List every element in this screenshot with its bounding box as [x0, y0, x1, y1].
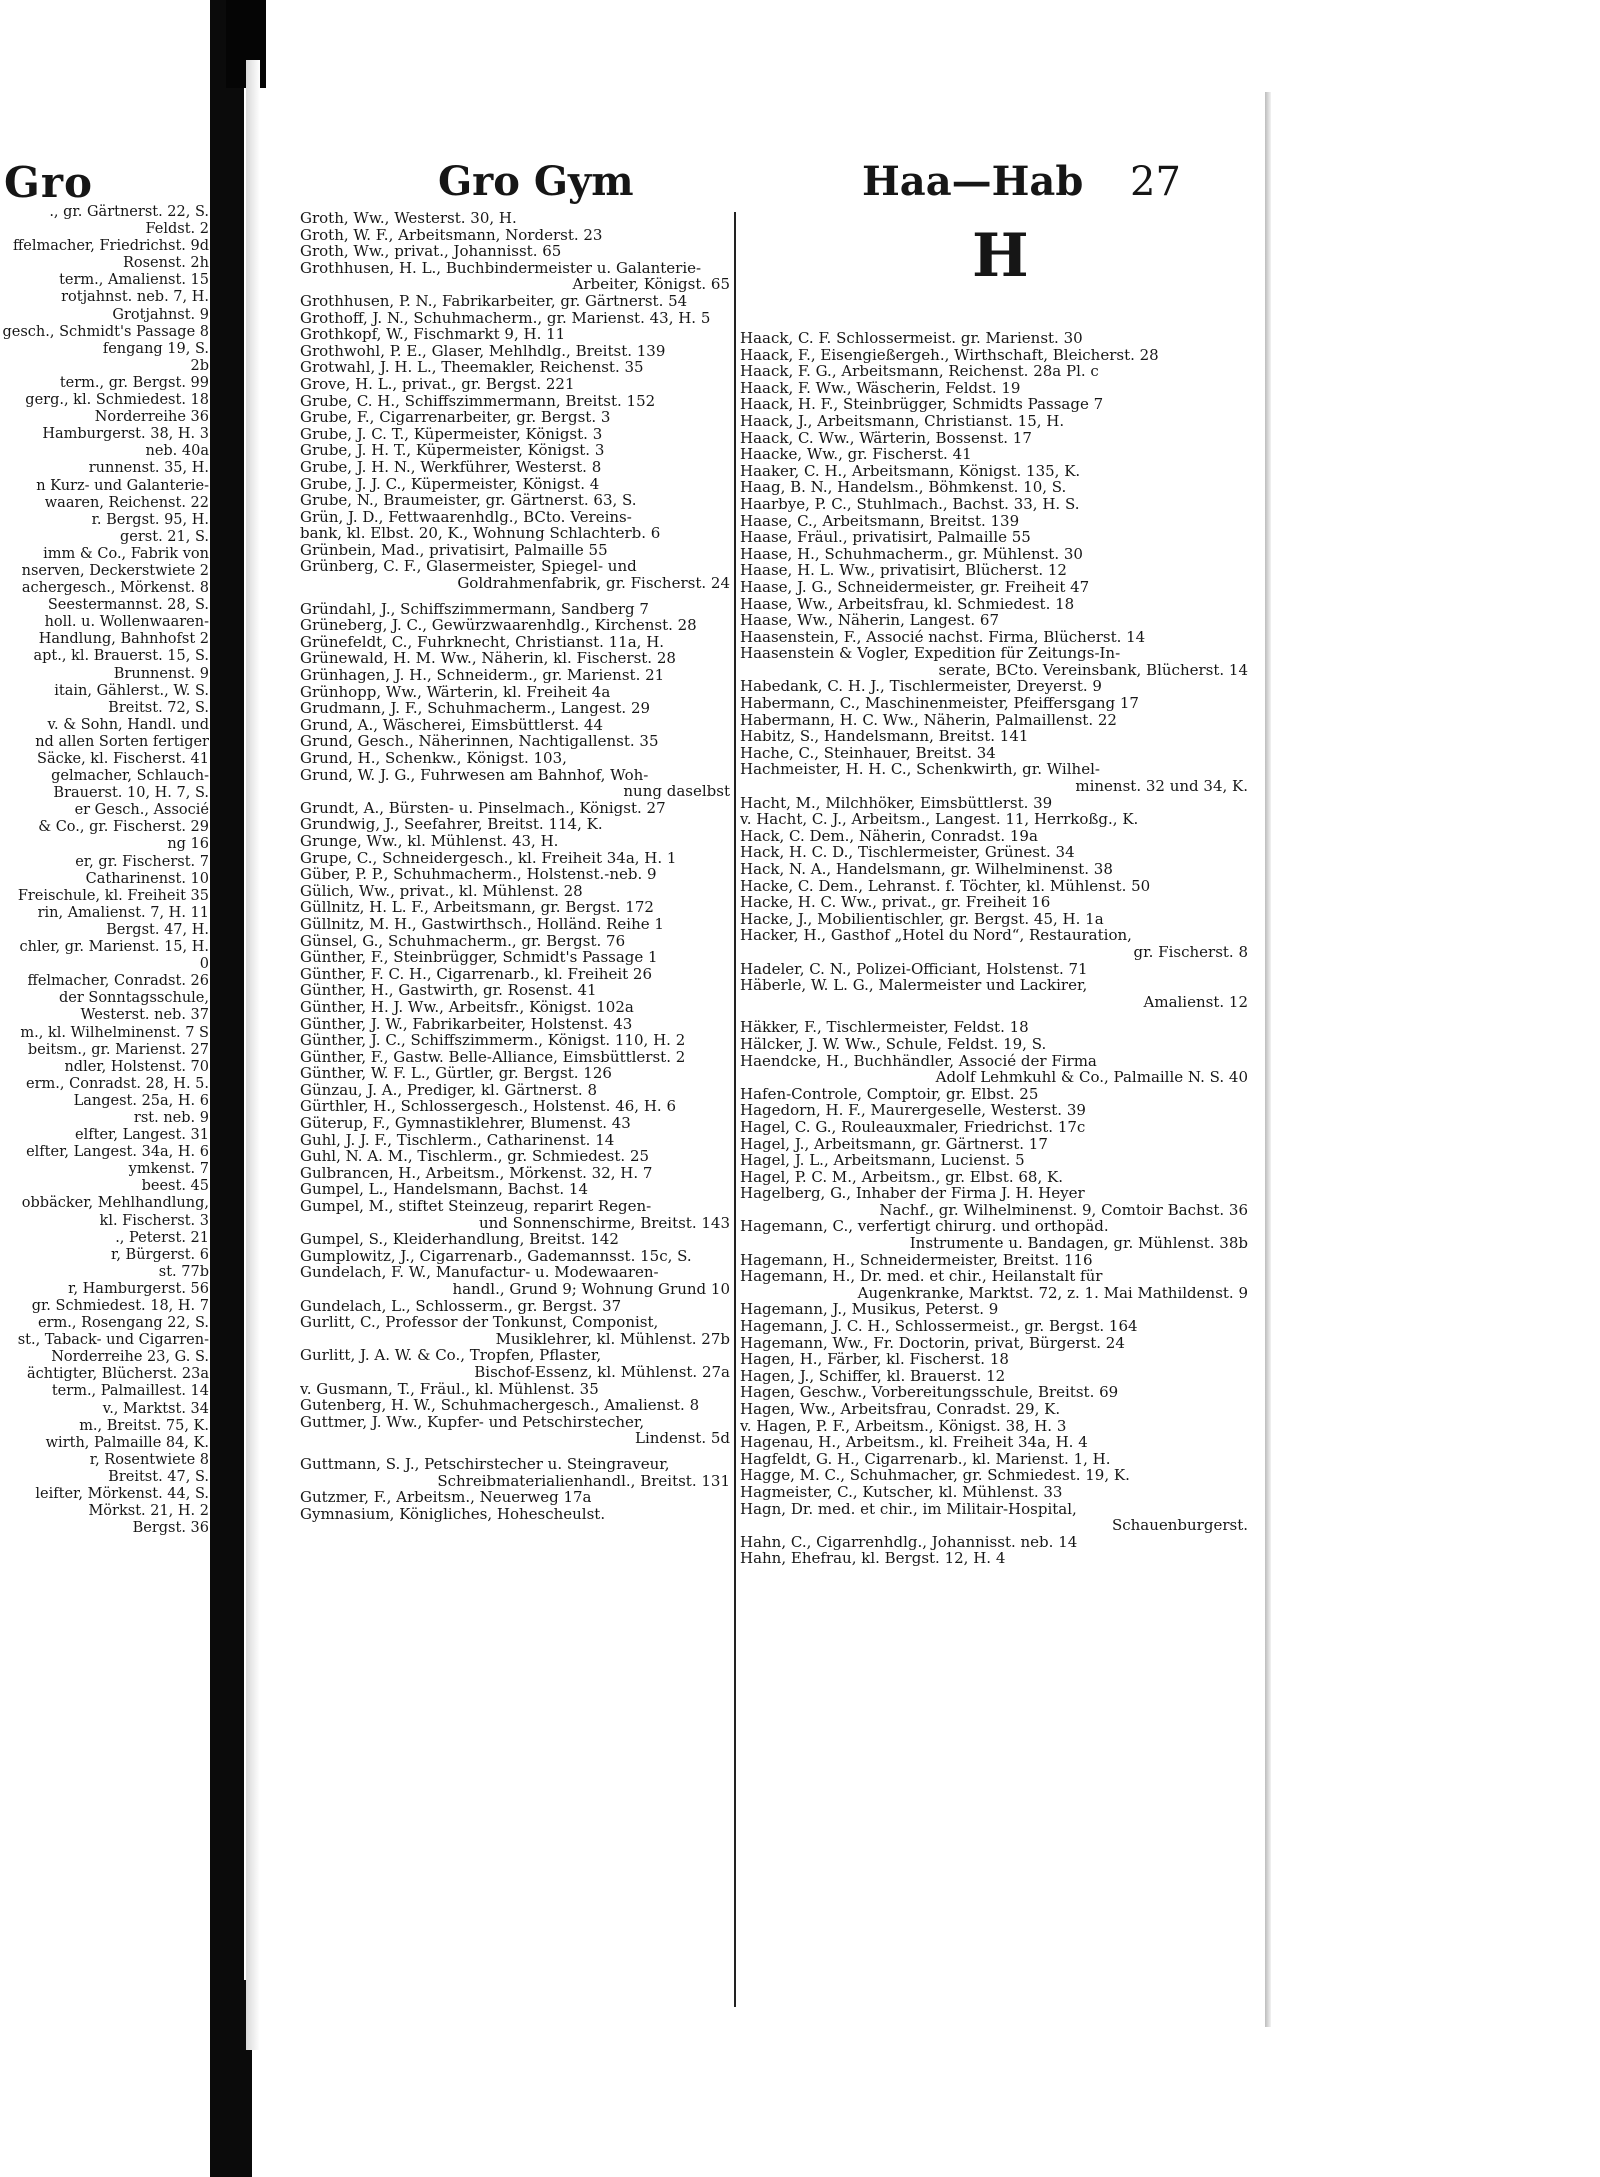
directory-entry: Guttmann, S. J., Petschirstecher u. Steingraveur,	[300, 1455, 670, 1473]
previous-page-entry: rin, Amalienst. 7, H. 11	[37, 904, 209, 921]
directory-entry-continuation: Musiklehrer, kl. Mühlenst. 27b	[495, 1330, 730, 1348]
directory-entry: Haack, F., Eisengießergeh., Wirthschaft, Bleicherst. 28	[740, 346, 1159, 364]
previous-page-entry: Breitst. 47, S.	[108, 1468, 209, 1485]
directory-entry: Grothhusen, P. N., Fabrikarbeiter, gr. Gärtnerst. 54	[300, 292, 688, 310]
previous-page-entry: r, Bürgerst. 6	[111, 1246, 209, 1263]
page-fold-edge	[246, 60, 260, 2050]
directory-entry: Grundt, A., Bürsten- u. Pinselmach., Königst. 27	[300, 799, 666, 817]
directory-entry: Hacker, H., Gasthof „Hotel du Nord“, Restauration,	[740, 927, 1132, 944]
directory-entry: Haack, H. F., Steinbrügger, Schmidts Passage 7	[740, 396, 1104, 413]
previous-page-entry: ächtigter, Blücherst. 23a	[26, 1366, 209, 1383]
previous-page-entry: runnenst. 35, H.	[88, 460, 209, 477]
directory-entry: Groth, W. F., Arbeitsmann, Norderst. 23	[300, 226, 603, 244]
previous-page-entry: m., kl. Wilhelminenst. 7 S	[20, 1024, 209, 1041]
column-header-left: Gro Gym	[438, 158, 634, 205]
directory-entry: Grotwahl, J. H. L., Theemakler, Reichenst. 35	[300, 359, 644, 376]
directory-entry: Hagemann, Ww., Fr. Doctorin, privat, Bürgerst. 24	[740, 1334, 1125, 1352]
directory-entry: Hagemann, J., Musikus, Peterst. 9	[740, 1301, 999, 1319]
directory-entry: Haack, F. G., Arbeitsmann, Reichenst. 28a Pl. c	[740, 363, 1099, 380]
previous-page-entry: ffelmacher, Friedrichst. 9d	[12, 238, 209, 255]
column-header-right: Haa—Hab	[862, 158, 1084, 205]
directory-entry: Grothwohl, P. E., Glaser, Mehlhdlg., Breitst. 139	[300, 342, 666, 360]
previous-page-entry: Handlung, Bahnhofst 2	[38, 631, 209, 648]
directory-entry: Grünefeldt, C., Fuhrknecht, Christianst. 11a, H.	[300, 633, 665, 651]
directory-entry: Hacht, M., Milchhöker, Eimsbüttlerst. 39	[740, 794, 1053, 812]
directory-entry: Haarbye, P. C., Stuhlmach., Bachst. 33, H. S.	[740, 495, 1080, 513]
directory-entry: Haase, Ww., Näherin, Langest. 67	[740, 612, 1000, 629]
previous-page-entry: ymkenst. 7	[128, 1161, 209, 1178]
directory-entry: Grove, H. L., privat., gr. Bergst. 221	[300, 375, 575, 393]
directory-entry: Hagemann, J. C. H., Schlossermeist., gr. Bergst. 164	[740, 1318, 1138, 1335]
directory-entry: Güterup, F., Gymnastiklehrer, Blumenst. 43	[300, 1115, 631, 1132]
previous-page-entry: Bergst. 47, H.	[106, 921, 209, 938]
directory-entry: Grund, W. J. G., Fuhrwesen am Bahnhof, Woh-	[300, 766, 649, 784]
directory-entry: Grube, J. H. N., Werkführer, Westerst. 8	[300, 458, 602, 476]
previous-page-entry: Feldst. 2	[145, 221, 209, 238]
entry-spacer	[740, 1010, 1250, 1019]
directory-entry: Hagedorn, H. F., Maurergeselle, Westerst. 39	[740, 1102, 1086, 1119]
directory-entry-continuation: Lindenst. 5d	[635, 1430, 730, 1447]
previous-page-entry: gerg., kl. Schmiedest. 18	[25, 392, 209, 409]
directory-entry: Hacke, J., Mobilientischler, gr. Bergst. 45, H. 1a	[740, 910, 1104, 928]
directory-entry-continuation: Augenkranke, Marktst. 72, z. 1. Mai Mathildenst. 9	[857, 1284, 1248, 1302]
directory-entry: Grün, J. D., Fettwaarenhdlg., BCto. Vereins-	[300, 508, 632, 526]
previous-page-entry: gerst. 21, S.	[120, 528, 209, 545]
directory-entry: Grund, Gesch., Näherinnen, Nachtigallenst. 35	[300, 733, 659, 750]
directory-entry: Hack, H. C. D., Tischlermeister, Grünest. 34	[740, 844, 1075, 861]
previous-page-entry: erm., Rosengang 22, S.	[38, 1315, 209, 1332]
directory-entry: Gundelach, L., Schlosserm., gr. Bergst. 37	[300, 1297, 622, 1315]
directory-entry: Haack, F. Ww., Wäscherin, Feldst. 19	[740, 379, 1021, 397]
directory-entry: Güllnitz, H. L. F., Arbeitsmann, gr. Bergst. 172	[300, 899, 654, 916]
page-right-edge	[1265, 92, 1271, 2027]
previous-page-entry: ., gr. Gärtnerst. 22, S.	[49, 204, 209, 220]
directory-entry: Grube, N., Braumeister, gr. Gärtnerst. 63, S.	[300, 492, 637, 509]
directory-entry: Groth, Ww., privat., Johannisst. 65	[300, 243, 562, 260]
directory-entry-continuation: und Sonnenschirme, Breitst. 143	[478, 1214, 730, 1232]
directory-entry: Hagelberg, G., Inhaber der Firma J. H. Heyer	[740, 1185, 1085, 1202]
previous-page-entry: kl. Fischerst. 3	[99, 1212, 209, 1229]
directory-entry: Gründahl, J., Schiffszimmermann, Sandberg 7	[300, 600, 649, 618]
directory-entry: Grüneberg, J. C., Gewürzwaarenhdlg., Kirchenst. 28	[300, 617, 697, 634]
previous-page-entry: term., Palmaillest. 14	[51, 1383, 209, 1400]
previous-page-entry: imm & Co., Fabrik von	[43, 545, 209, 562]
directory-entry: Hagel, J. L., Arbeitsmann, Lucienst. 5	[740, 1152, 1025, 1169]
directory-entry: Grothkopf, W., Fischmarkt 9, H. 11	[300, 326, 566, 343]
directory-entry-continuation: Goldrahmenfabrik, gr. Fischerst. 24	[457, 575, 730, 592]
directory-entry: v. Hacht, C. J., Arbeitsm., Langest. 11, Herrkoßg., K.	[740, 811, 1139, 828]
previous-page-entry: Seestermannst. 28, S.	[47, 597, 209, 614]
directory-entry: Grund, A., Wäscherei, Eimsbüttlerst. 44	[300, 716, 604, 734]
directory-entry: Haase, C., Arbeitsmann, Breitst. 139	[740, 512, 1020, 530]
directory-entry: Haack, C. F. Schlossermeist. gr. Marienst. 30	[740, 330, 1083, 347]
directory-entry: Guhl, J. J. F., Tischlerm., Catharinenst. 14	[300, 1131, 615, 1149]
previous-page-entry: elfter, Langest. 34a, H. 6	[26, 1144, 209, 1161]
directory-entry: Hagen, J., Schiffer, kl. Brauerst. 12	[740, 1367, 1006, 1385]
directory-entry: v. Hagen, P. F., Arbeitsm., Königst. 38, H. 3	[740, 1417, 1067, 1435]
previous-page-entry: Breitst. 72, S.	[108, 699, 209, 716]
previous-page-entry: beest. 45	[141, 1178, 209, 1195]
previous-page-entry: r, Rosentwiete 8	[89, 1451, 209, 1468]
previous-page-entry: elfter, Langest. 31	[75, 1127, 209, 1144]
previous-page-entry: itain, Gählerst., W. S.	[54, 682, 209, 699]
directory-entry: Gürthler, H., Schlossergesch., Holstenst. 46, H. 6	[300, 1098, 676, 1116]
directory-entry: Günsel, G., Schuhmacherm., gr. Bergst. 76	[300, 932, 626, 950]
previous-page-entry: Hamburgerst. 38, H. 3	[42, 426, 209, 443]
directory-entry: Günther, J. W., Fabrikarbeiter, Holstenst. 43	[300, 1015, 633, 1033]
previous-page-entry: neb. 40a	[145, 443, 209, 460]
directory-entry: Hafen-Controle, Comptoir, gr. Elbst. 25	[740, 1085, 1039, 1103]
previous-page-entry: 0	[199, 956, 209, 973]
previous-page-entry: apt., kl. Brauerst. 15, S.	[33, 648, 209, 665]
directory-entry: Gutenberg, H. W., Schuhmachergesch., Amalienst. 8	[300, 1397, 700, 1414]
directory-entry: Hadeler, C. N., Polizei-Officiant, Holstenst. 71	[740, 960, 1088, 978]
column-divider	[734, 212, 736, 2007]
directory-entry: Hagen, Geschw., Vorbereitungsschule, Breitst. 69	[740, 1384, 1119, 1401]
directory-entry: Habitz, S., Handelsmann, Breitst. 141	[740, 728, 1029, 745]
previous-page-entry: Brauerst. 10, H. 7, S.	[53, 785, 209, 802]
directory-entry: Gulbrancen, H., Arbeitsm., Mörkenst. 32, H. 7	[300, 1164, 653, 1182]
directory-entry: Gülich, Ww., privat., kl. Mühlenst. 28	[300, 882, 583, 900]
directory-entry: Günther, W. F. L., Gürtler, gr. Bergst. 126	[300, 1065, 612, 1082]
directory-entry: Haase, J. G., Schneidermeister, gr. Freiheit 47	[740, 578, 1090, 596]
directory-entry: Hache, C., Steinhauer, Breitst. 34	[740, 744, 996, 762]
directory-entry: Gurlitt, J. A. W. & Co., Tropfen, Pflaster,	[300, 1347, 602, 1364]
previous-page-entry: holl. u. Wollenwaaren-	[44, 614, 209, 631]
previous-page-entry: leifter, Mörkenst. 44, S.	[35, 1486, 209, 1503]
directory-entry: Hack, C. Dem., Näherin, Conradst. 19a	[740, 827, 1038, 845]
previous-page-entry: Norderreihe 36	[94, 409, 209, 426]
directory-entry: Habedank, C. H. J., Tischlermeister, Dreyerst. 9	[740, 678, 1102, 696]
section-letter: H	[972, 221, 1029, 291]
directory-entry-continuation: Schreibmaterialienhandl., Breitst. 131	[437, 1472, 730, 1490]
previous-page-entry: 2b	[190, 357, 209, 374]
directory-entry: Hachmeister, H. H. C., Schenkwirth, gr. Wilhel-	[740, 761, 1100, 779]
previous-page-entry: nserven, Deckerstwiete 2	[21, 562, 209, 579]
directory-entry: Hagel, C. G., Rouleauxmaler, Friedrichst. 17c	[740, 1118, 1086, 1136]
directory-entry: Hagemann, H., Schneidermeister, Breitst. 116	[740, 1251, 1093, 1269]
entries-column-gro-gym	[300, 210, 732, 1522]
previous-page-entry: waaren, Reichenst. 22	[44, 494, 209, 511]
directory-entry: Häberle, W. L. G., Malermeister und Lackirer,	[740, 977, 1088, 994]
directory-entry: Güber, P. P., Schuhmacherm., Holstenst.-neb. 9	[300, 866, 657, 883]
directory-entry: Hagemann, H., Dr. med. et chir., Heilanstalt für	[740, 1268, 1103, 1285]
directory-entry: Guhl, N. A. M., Tischlerm., gr. Schmiedest. 25	[300, 1148, 650, 1165]
directory-entry: Hack, N. A., Handelsmann, gr. Wilhelminenst. 38	[740, 861, 1113, 878]
directory-entry: Haase, Fräul., privatisirt, Palmaille 55	[740, 529, 1031, 546]
directory-entry: Hahn, Ehefrau, kl. Bergst. 12, H. 4	[740, 1550, 1006, 1567]
directory-entry-continuation: Adolf Lehmkuhl & Co., Palmaille N. S. 40	[935, 1069, 1248, 1086]
previous-page-entry: Norderreihe 23, G. S.	[51, 1349, 209, 1366]
previous-page-entry: rotjahnst. neb. 7, H.	[61, 289, 209, 306]
directory-entry: Haaker, C. H., Arbeitsmann, Königst. 135, K.	[740, 462, 1081, 480]
directory-entry-continuation: Instrumente u. Bandagen, gr. Mühlenst. 38b	[909, 1235, 1248, 1252]
previous-page-entry: Rosenst. 2h	[122, 255, 209, 272]
directory-entry: Grothoff, J. N., Schuhmacherm., gr. Marienst. 43, H. 5	[300, 309, 711, 327]
directory-entry: Hagenau, H., Arbeitsm., kl. Freiheit 34a, H. 4	[740, 1434, 1088, 1451]
directory-entry: Hagge, M. C., Schuhmacher, gr. Schmiedest. 19, K.	[740, 1467, 1130, 1484]
directory-page	[262, 92, 1274, 2027]
previous-page-entry: Freischule, kl. Freiheit 35	[17, 887, 209, 904]
directory-entry-continuation: handl., Grund 9; Wohnung Grund 10	[452, 1281, 730, 1298]
previous-page-entry: ng 16	[167, 836, 209, 853]
binding-shadow	[210, 0, 244, 2177]
previous-page-entry: v., Marktst. 34	[102, 1400, 209, 1417]
directory-entry: Günther, F., Gastw. Belle-Alliance, Eimsbüttlerst. 2	[300, 1048, 686, 1066]
previous-page-entry: der Sonntagsschule,	[58, 990, 209, 1007]
directory-entry-continuation: Nachf., gr. Wilhelminenst. 9, Comtoir Bachst. 36	[879, 1201, 1248, 1219]
previous-page-entry: obbäcker, Mehlhandlung,	[21, 1195, 209, 1212]
previous-page-entry: er, gr. Fischerst. 7	[75, 853, 209, 870]
previous-page-entry: m., Breitst. 75, K.	[79, 1417, 209, 1434]
previous-page-entry: & Co., gr. Fischerst. 29	[38, 819, 209, 836]
directory-entry: Hahn, C., Cigarrenhdlg., Johannisst. neb. 14	[740, 1533, 1078, 1551]
previous-page-entry: term., Amalienst. 15	[59, 272, 209, 289]
directory-entry: Haasenstein & Vogler, Expedition für Zeitungs-In-	[740, 645, 1121, 662]
previous-page-entry: Mörkst. 21, H. 2	[88, 1503, 209, 1520]
previous-page-entry: Brunnenst. 9	[113, 665, 209, 682]
directory-entry: Haack, J., Arbeitsmann, Christianst. 15, H.	[740, 412, 1065, 430]
directory-entry: Grube, C. H., Schiffszimmermann, Breitst. 152	[300, 392, 656, 410]
directory-entry-continuation: minenst. 32 und 34, K.	[1075, 778, 1248, 795]
previous-page-entry: ., Peterst. 21	[115, 1229, 209, 1246]
directory-entry: Grupe, C., Schneidergesch., kl. Freiheit 34a, H. 1	[300, 849, 677, 867]
directory-entry: Hagen, H., Färber, kl. Fischerst. 18	[740, 1351, 1009, 1368]
previous-page-entry: r. Bergst. 95, H.	[91, 511, 209, 528]
directory-entry: Hagfeldt, G. H., Cigarrenarb., kl. Marienst. 1, H.	[740, 1450, 1111, 1468]
directory-entry: Günther, J. C., Schiffszimmerm., Königst. 110, H. 2	[300, 1032, 686, 1049]
previous-page-entry: chler, gr. Marienst. 15, H.	[19, 939, 209, 956]
previous-page-entry: Grotjahnst. 9	[112, 306, 209, 323]
directory-entry: Grube, J. C. T., Küpermeister, Königst. 3	[300, 425, 603, 443]
previous-page-entry: Westerst. neb. 37	[80, 1007, 209, 1024]
directory-entry: Güllnitz, M. H., Gastwirthsch., Holländ. Reihe 1	[300, 915, 664, 933]
directory-entry: Haase, Ww., Arbeitsfrau, kl. Schmiedest. 18	[740, 595, 1075, 613]
directory-entry: Gumplowitz, J., Cigarrenarb., Gademannsst. 15c, S.	[300, 1247, 692, 1265]
previous-page-entry: er Gesch., Associé	[74, 802, 209, 819]
directory-entry: Haase, H. L. Ww., privatisirt, Blücherst. 12	[740, 562, 1067, 579]
directory-entry: bank, kl. Elbst. 20, K., Wohnung Schlachterb. 6	[300, 525, 661, 542]
previous-page-entry: st., Taback- und Cigarren-	[17, 1332, 209, 1349]
previous-page-entry: term., gr. Bergst. 99	[59, 374, 209, 391]
directory-entry: Haase, H., Schuhmacherm., gr. Mühlenst. 30	[740, 545, 1083, 563]
directory-entry: Grünhagen, J. H., Schneiderm., gr. Marienst. 21	[300, 667, 665, 684]
entry-spacer	[300, 592, 732, 601]
directory-entry: Grund, H., Schenkw., Königst. 103,	[300, 750, 567, 767]
previous-page-entry: beitsm., gr. Marienst. 27	[27, 1041, 209, 1058]
directory-entry-continuation: Amalienst. 12	[1143, 993, 1248, 1011]
directory-entry: Häkker, F., Tischlermeister, Feldst. 18	[740, 1019, 1029, 1036]
directory-entry: Haasenstein, F., Associé nachst. Firma, Blücherst. 14	[740, 628, 1146, 646]
directory-entry: Guttmer, J. Ww., Kupfer- und Petschirstecher,	[300, 1413, 645, 1431]
previous-page-entry: nd allen Sorten fertiger	[35, 733, 209, 750]
directory-entry: Günther, F. C. H., Cigarrenarb., kl. Freiheit 26	[300, 965, 653, 983]
directory-entry: Grünewald, H. M. Ww., Näherin, kl. Fischerst. 28	[300, 650, 676, 668]
directory-entry: Grudmann, J. F., Schuhmacherm., Langest. 29	[300, 700, 651, 717]
directory-entry: Hacke, H. C. Ww., privat., gr. Freiheit 16	[740, 894, 1051, 911]
previous-page-entry: wirth, Palmaille 84, K.	[45, 1434, 209, 1451]
directory-entry: Grünbein, Mad., privatisirt, Palmaille 55	[300, 541, 608, 559]
directory-entry-continuation: nung daselbst	[623, 783, 730, 800]
directory-entry: Gumpel, L., Handelsmann, Bachst. 14	[300, 1181, 589, 1199]
directory-entry: Habermann, C., Maschinenmeister, Pfeiffersgang 17	[740, 695, 1139, 712]
page-number: 27	[1130, 159, 1181, 205]
directory-entry: Hacke, C. Dem., Lehranst. f. Töchter, kl. Mühlenst. 50	[740, 877, 1151, 895]
directory-entry: Gurlitt, C., Professor der Tonkunst, Componist,	[300, 1314, 659, 1331]
previous-page-header: Gro	[4, 158, 94, 207]
directory-entry: Hagmeister, C., Kutscher, kl. Mühlenst. 33	[740, 1483, 1063, 1501]
previous-page-entry: rst. neb. 9	[133, 1109, 209, 1126]
directory-entry: Grube, F., Cigarrenarbeiter, gr. Bergst. 3	[300, 409, 611, 426]
previous-page-entry: achergesch., Mörkenst. 8	[21, 580, 209, 597]
previous-page-entry: gr. Schmiedest. 18, H. 7	[31, 1298, 209, 1314]
directory-entry: Gundelach, F. W., Manufactur- u. Modewaaren-	[300, 1264, 659, 1281]
previous-page-entry: Catharinenst. 10	[85, 870, 209, 887]
directory-entry: Grundwig, J., Seefahrer, Breitst. 114, K.	[300, 816, 603, 833]
directory-entry-continuation: Schauenburgerst.	[1111, 1517, 1248, 1534]
directory-entry: v. Gusmann, T., Fräul., kl. Mühlenst. 35	[300, 1380, 599, 1398]
directory-entry: Hagel, J., Arbeitsmann, gr. Gärtnerst. 17	[740, 1135, 1048, 1153]
directory-entry: Grube, J. J. C., Küpermeister, Königst. 4	[300, 475, 600, 493]
previous-page-entry: Langest. 25a, H. 6	[73, 1092, 209, 1109]
directory-entry: Grunge, Ww., kl. Mühlenst. 43, H.	[300, 832, 559, 850]
previous-page-entry: st. 77b	[158, 1263, 209, 1280]
previous-page-entry: gelmacher, Schlauch-	[51, 768, 209, 785]
directory-entry: Groth, Ww., Westerst. 30, H.	[300, 210, 517, 227]
previous-page-entry: n Kurz- und Galanterie-	[36, 477, 209, 494]
directory-entry-continuation: serate, BCto. Vereinsbank, Blücherst. 14	[938, 661, 1248, 679]
directory-entry: Haack, C. Ww., Wärterin, Bossenst. 17	[740, 429, 1032, 447]
directory-entry: Hälcker, J. W. Ww., Schule, Feldst. 19, S.	[740, 1035, 1047, 1053]
directory-entry: Haag, B. N., Handelsm., Böhmkenst. 10, S.	[740, 479, 1067, 496]
previous-page-entry: Säcke, kl. Fischerst. 41	[37, 751, 209, 767]
entry-spacer	[300, 1447, 732, 1456]
previous-page-entry: ffelmacher, Conradst. 26	[27, 973, 209, 990]
directory-entry: Hagen, Ww., Arbeitsfrau, Conradst. 29, K.	[740, 1401, 1061, 1418]
directory-entry: Hagel, P. C. M., Arbeitsm., gr. Elbst. 68, K.	[740, 1168, 1063, 1186]
directory-entry: Gumpel, S., Kleiderhandlung, Breitst. 142	[300, 1231, 619, 1248]
directory-entry-continuation: Arbeiter, Königst. 65	[572, 276, 730, 293]
entries-column-haa-hab	[740, 330, 1250, 1567]
previous-page-entry: Bergst. 36	[132, 1520, 209, 1537]
directory-entry: Grünberg, C. F., Glasermeister, Spiegel- und	[300, 558, 637, 576]
previous-page-entry: erm., Conradst. 28, H. 5.	[26, 1075, 209, 1092]
directory-entry: Günther, F., Steinbrügger, Schmidt's Passage 1	[300, 949, 658, 966]
previous-page-entry: gesch., Schmidt's Passage 8	[2, 323, 209, 340]
directory-entry-continuation: Bischof-Essenz, kl. Mühlenst. 27a	[474, 1363, 730, 1381]
directory-entry: Hagn, Dr. med. et chir., im Militair-Hospital,	[740, 1500, 1077, 1518]
previous-page-entry: ndler, Holstenst. 70	[64, 1058, 209, 1075]
previous-page-entry: r, Hamburgerst. 56	[68, 1280, 209, 1297]
previous-page-entry: v. & Sohn, Handl. und	[47, 716, 209, 733]
directory-entry: Grünhopp, Ww., Wärterin, kl. Freiheit 4a	[300, 683, 611, 701]
directory-entry: Haacke, Ww., gr. Fischerst. 41	[740, 446, 972, 463]
directory-entry: Günther, H., Gastwirth, gr. Rosenst. 41	[300, 982, 597, 999]
directory-entry-continuation: gr. Fischerst. 8	[1133, 943, 1248, 961]
directory-entry: Gymnasium, Königliches, Hohescheulst.	[300, 1505, 606, 1523]
directory-entry: Haendcke, H., Buchhändler, Associé der Firma	[740, 1052, 1097, 1070]
directory-entry: Günzau, J. A., Prediger, kl. Gärtnerst. 8	[300, 1081, 598, 1099]
directory-entry: Günther, H. J. Ww., Arbeitsfr., Königst. 102a	[300, 998, 634, 1016]
directory-entry: Gutzmer, F., Arbeitsm., Neuerweg 17a	[300, 1489, 592, 1506]
directory-entry: Gumpel, M., stiftet Steinzeug, reparirt Regen-	[300, 1198, 652, 1215]
previous-page-entry: fengang 19, S.	[102, 340, 209, 357]
directory-entry: Grube, J. H. T., Küpermeister, Königst. 3	[300, 442, 605, 459]
directory-entry: Hagemann, C., verfertigt chirurg. und orthopäd.	[740, 1218, 1109, 1236]
directory-entry: Grothhusen, H. L., Buchbindermeister u. Galanterie-	[300, 259, 702, 277]
directory-entry: Habermann, H. C. Ww., Näherin, Palmaillenst. 22	[740, 711, 1117, 729]
